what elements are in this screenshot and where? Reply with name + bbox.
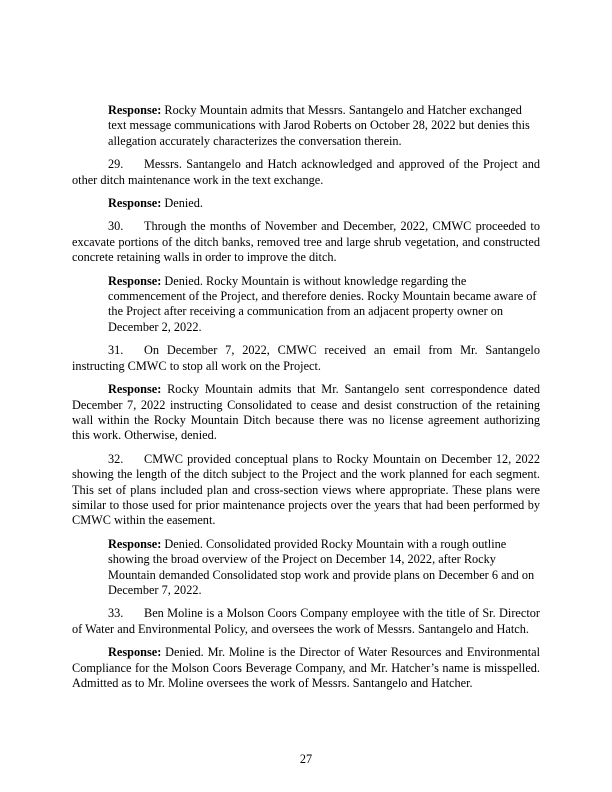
paragraph-text: Through the months of November and December, 2022, CMWC proceeded to excavate portions of the ditch banks, removed tree and large shrub vegetation, and constructed concrete retaining walls in order to improve the ditch.: [72, 219, 540, 265]
response-text: Rocky Mountain admits that Mr. Santangelo sent correspondence dated December 7, 2022 instructing Consolidated to cease and desist construction of the retaining wall within the Rocky Mountain Ditch because there was no license agreement authorizing this work. Otherwise, denied.: [72, 382, 540, 443]
paragraph-text: Messrs. Santangelo and Hatch acknowledged and approved of the Project and other ditch maintenance work in the text exchange.: [72, 157, 540, 187]
paragraph-text: On December 7, 2022, CMWC received an email from Mr. Santangelo instructing CMWC to stop all work on the Project.: [72, 343, 540, 373]
paragraph-text: CMWC provided conceptual plans to Rocky Mountain on December 12, 2022 showing the length of the ditch subject to the Project and the work planned for each segment. This set of plans included plan and cross-section views where appropriate. These plans were similar to those used for prior maintenance projects over the years that had been performed by CMWC within the easement.: [72, 451, 540, 528]
response-label: Response:: [108, 536, 162, 551]
paragraph-number: 29.: [108, 157, 124, 172]
response-text: Denied. Consolidated provided Rocky Mountain with a rough outline showing the broad overview of the Project on December 14, 2022, after Rocky Mountain demanded Consolidated stop work and provide plans on December 6 and on December 7, 2022.: [108, 536, 535, 597]
paragraph-number: 33.: [108, 606, 124, 621]
page-number: 27: [299, 752, 313, 766]
response-to-29: [108, 196, 540, 211]
paragraph-32: [72, 452, 540, 529]
paragraph-number: 31.: [108, 343, 124, 358]
response-label: Response:: [108, 382, 162, 397]
response-text: Denied.: [164, 196, 203, 211]
paragraph-33: [72, 606, 540, 637]
response-to-32: [108, 537, 540, 599]
paragraph-29: [72, 157, 540, 188]
response-to-31: [72, 382, 540, 444]
response-text: Rocky Mountain admits that Messrs. Santangelo and Hatcher exchanged text message communications with Jarod Roberts on October 28, 2022 but denies this allegation accurately characterizes the conversation therein.: [108, 103, 530, 148]
response-text: Denied. Mr. Moline is the Director of Water Resources and Environmental Compliance for the Molson Coors Beverage Company, and Mr. Hatcher’s name is misspelled. Admitted as to Mr. Moline oversees the work of Messrs. Santangelo and Hatcher.: [72, 645, 540, 690]
response-label: Response:: [108, 196, 162, 211]
response-to-28: [108, 103, 540, 149]
response-label: Response:: [108, 273, 162, 288]
paragraph-30: [72, 219, 540, 265]
response-to-30: [108, 274, 540, 336]
paragraph-31: [72, 343, 540, 374]
paragraph-number: 30.: [108, 219, 124, 234]
response-to-33: [72, 645, 540, 691]
paragraph-number: 32.: [108, 451, 124, 466]
response-label: Response:: [108, 103, 162, 117]
response-text: Denied. Rocky Mountain is without knowledge regarding the commencement of the Project, and therefore denies. Rocky Mountain became aware of the Project after receiving a communication from an adjacent property owner on December 2, 2022.: [108, 273, 537, 334]
paragraph-text: Ben Moline is a Molson Coors Company employee with the title of Sr. Director of Water and Environmental Policy, and oversees the work of Messrs. Santangelo and Hatch.: [72, 606, 540, 636]
response-label: Response:: [108, 645, 162, 660]
page-body: [72, 103, 540, 699]
